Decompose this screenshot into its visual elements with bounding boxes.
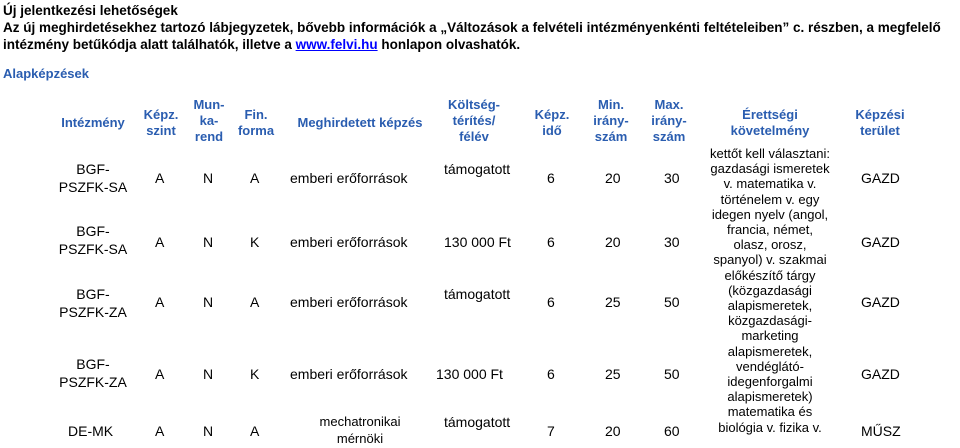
req-line: olasz, orosz, bbox=[733, 237, 807, 253]
req-line: történelem v. egy bbox=[720, 191, 820, 207]
notice-title: Új jelentkezési lehetőségek bbox=[3, 3, 178, 18]
col-fee bbox=[432, 97, 516, 145]
notice-line-2-end: honlapon olvashatók. bbox=[377, 37, 521, 52]
row-4-institution bbox=[50, 355, 136, 391]
row-1-field: GAZD bbox=[861, 170, 900, 186]
row-3-inst-l1: BGF- bbox=[76, 286, 110, 302]
row-1-level: A bbox=[155, 170, 165, 186]
row-5-level: A bbox=[155, 423, 165, 439]
row-3-financing: A bbox=[250, 294, 260, 310]
row-5-schedule: N bbox=[203, 423, 214, 439]
felvi-link[interactable]: www.felvi.hu bbox=[295, 37, 378, 52]
row-3-fee: támogatott bbox=[444, 286, 511, 302]
col-institution: Intézmény bbox=[61, 115, 125, 130]
req-line: biológia v. fizika v. bbox=[718, 419, 822, 435]
col-program: Meghirdetett képzés bbox=[297, 115, 423, 130]
col-min-l1: Min. bbox=[598, 97, 624, 112]
row-2-level: A bbox=[155, 234, 165, 250]
row-2-field: GAZD bbox=[861, 234, 900, 250]
col-schedule-l3: rend bbox=[194, 129, 224, 144]
row-4-fee: 130 000 Ft bbox=[436, 366, 503, 382]
req-line: vendéglátó- bbox=[736, 358, 804, 374]
row-5-field: MŰSZ bbox=[861, 423, 901, 439]
row-3-level: A bbox=[155, 294, 165, 310]
row-3-max: 50 bbox=[664, 294, 680, 310]
row-3-duration: 6 bbox=[547, 294, 555, 310]
row-1-inst-l1: BGF- bbox=[76, 161, 110, 177]
row-4-field: GAZD bbox=[861, 366, 900, 382]
row-4-program: emberi erőforrások bbox=[290, 366, 408, 382]
req-line: idegen nyelv (angol, bbox=[711, 206, 829, 222]
col-field-l2: terület bbox=[860, 123, 900, 138]
col-req-l2: követelmény bbox=[730, 123, 810, 138]
col-min-score bbox=[585, 97, 637, 145]
row-5-financing: A bbox=[250, 423, 260, 439]
col-duration-l2: idő bbox=[542, 123, 562, 138]
row-2-schedule: N bbox=[203, 234, 214, 250]
row-5-program bbox=[300, 413, 420, 447]
col-level bbox=[138, 107, 184, 139]
req-line: közgazdasági- bbox=[728, 313, 812, 329]
row-2-max: 30 bbox=[664, 234, 680, 250]
req-line: spanyol) v. szakmai bbox=[713, 252, 827, 268]
row-5-min: 20 bbox=[605, 423, 621, 439]
row-5-program-l2: mérnöki bbox=[336, 431, 384, 446]
row-5-institution: DE-MK bbox=[68, 423, 114, 439]
col-level-l2: szint bbox=[146, 123, 176, 138]
row-1-institution bbox=[50, 160, 136, 196]
row-1-financing: A bbox=[250, 170, 260, 186]
row-2-min: 20 bbox=[605, 234, 621, 250]
col-duration bbox=[527, 107, 577, 139]
req-line: gazdasági ismeretek bbox=[710, 161, 830, 177]
col-financing bbox=[234, 107, 278, 139]
row-4-min: 25 bbox=[605, 366, 621, 382]
col-field bbox=[848, 107, 912, 139]
col-level-l1: Képz. bbox=[143, 107, 179, 122]
row-4-max: 50 bbox=[664, 366, 680, 382]
req-line: kettőt kell választani: bbox=[710, 146, 830, 161]
row-2-inst-l1: BGF- bbox=[76, 223, 110, 239]
col-schedule-l1: Mun- bbox=[193, 97, 225, 112]
req-line: idegenforgalmi bbox=[727, 374, 813, 390]
req-line: alapismeretek, bbox=[727, 343, 813, 359]
col-max-l2: irány- bbox=[651, 113, 687, 128]
row-1-schedule: N bbox=[203, 170, 214, 186]
row-4-duration: 6 bbox=[547, 366, 555, 382]
row-3-min: 25 bbox=[605, 294, 621, 310]
section-title: Alapképzések bbox=[3, 66, 89, 81]
row-1-duration: 6 bbox=[547, 170, 555, 186]
row-3-field: GAZD bbox=[861, 294, 900, 310]
row-2-institution bbox=[50, 222, 136, 258]
row-1-fee: támogatott bbox=[444, 161, 511, 177]
row-2-financing: K bbox=[250, 234, 260, 250]
notice-line-2 bbox=[3, 36, 520, 53]
row-1-max: 30 bbox=[664, 170, 680, 186]
col-min-l3: szám bbox=[594, 129, 628, 144]
col-fee-l3: félév bbox=[459, 129, 489, 144]
row-4-schedule: N bbox=[203, 366, 214, 382]
col-schedule-l2: ka- bbox=[199, 113, 219, 128]
req-line: (közgazdasági bbox=[728, 282, 812, 298]
row-4-inst-l1: BGF- bbox=[76, 356, 110, 372]
req-line: marketing bbox=[741, 328, 799, 344]
row-1-inst-l2: PSZFK-SA bbox=[58, 179, 128, 195]
row-4-financing: K bbox=[250, 366, 260, 382]
col-min-l2: irány- bbox=[593, 113, 629, 128]
row-5-max: 60 bbox=[664, 423, 680, 439]
row-5-program-l1: mechatronikai bbox=[319, 414, 401, 429]
col-max-l1: Max. bbox=[654, 97, 684, 112]
req-line: alapismeretek, bbox=[727, 298, 813, 314]
row-3-schedule: N bbox=[203, 294, 214, 310]
row-3-inst-l2: PSZFK-ZA bbox=[59, 304, 127, 320]
col-schedule bbox=[186, 97, 232, 145]
requirement-text bbox=[702, 146, 838, 435]
row-2-program: emberi erőforrások bbox=[290, 234, 408, 250]
row-1-min: 20 bbox=[605, 170, 621, 186]
col-field-l1: Képzési bbox=[855, 107, 905, 122]
req-line: v. matematika v. bbox=[723, 176, 817, 192]
row-1-program: emberi erőforrások bbox=[290, 170, 408, 186]
col-max-l3: szám bbox=[652, 129, 686, 144]
col-duration-l1: Képz. bbox=[534, 107, 570, 122]
row-3-program: emberi erőforrások bbox=[290, 294, 408, 310]
row-4-inst-l2: PSZFK-ZA bbox=[59, 374, 127, 390]
row-3-institution bbox=[50, 285, 136, 321]
req-line: előkészítő tárgy bbox=[724, 267, 816, 283]
row-5-duration: 7 bbox=[547, 423, 555, 439]
row-2-duration: 6 bbox=[547, 234, 555, 250]
col-financing-l2: forma bbox=[237, 123, 275, 138]
col-fee-l1: Költség- bbox=[448, 97, 500, 112]
req-line: matematika és bbox=[727, 404, 813, 420]
row-5-fee: támogatott bbox=[444, 414, 511, 430]
notice-line-1: Az új meghirdetésekhez tartozó lábjegyzetek, bővebb információk a „Változások a felvételi intézményenkénti feltételeiben” c. részben, a megfelelő bbox=[3, 20, 941, 35]
row-2-inst-l2: PSZFK-SA bbox=[58, 241, 128, 257]
col-fee-l2: térítés/ bbox=[452, 113, 496, 128]
req-line: francia, német, bbox=[727, 222, 813, 238]
col-financing-l1: Fin. bbox=[244, 107, 268, 122]
col-req-l1: Érettségi bbox=[742, 107, 798, 122]
notice-line-2-text: intézmény betűkódja alatt találhatók, illetve a bbox=[3, 37, 296, 52]
row-2-fee: 130 000 Ft bbox=[444, 234, 511, 250]
col-requirement bbox=[700, 107, 840, 139]
col-max-score bbox=[643, 97, 695, 145]
req-line: alapismeretek) bbox=[727, 389, 813, 405]
row-4-level: A bbox=[155, 366, 165, 382]
